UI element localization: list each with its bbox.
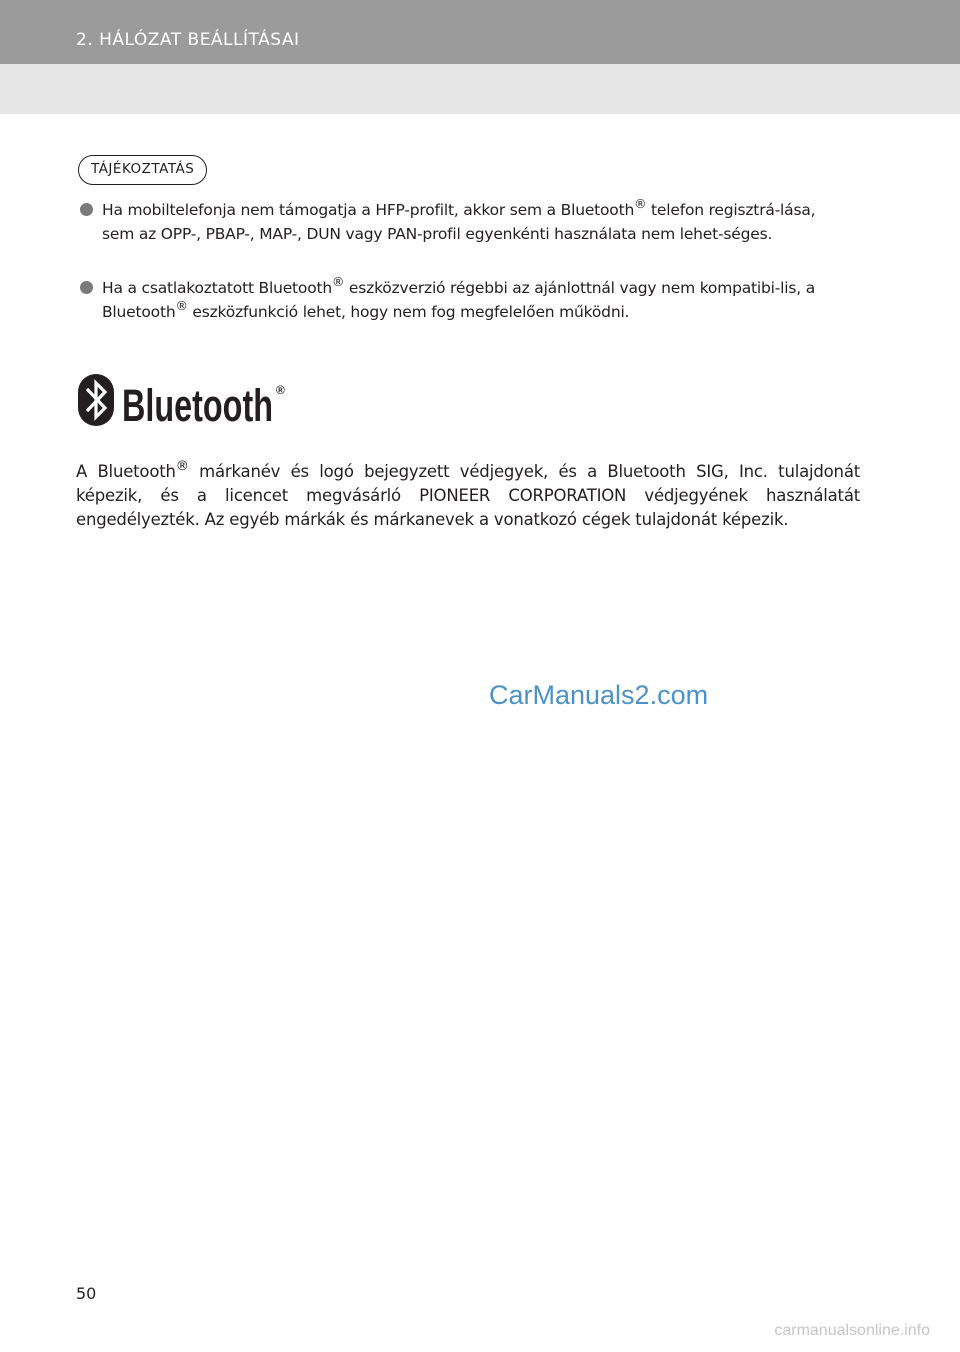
header-band — [0, 64, 960, 114]
watermark: CarManuals2.com — [489, 680, 709, 710]
note-text: Ha a csatlakoztatott Bluetooth — [102, 279, 332, 297]
bluetooth-wordmark: Bluetooth — [122, 380, 273, 428]
page-number: 50 — [76, 1284, 97, 1303]
section-title: 2. HÁLÓZAT BEÁLLÍTÁSAI — [76, 30, 300, 50]
logo-registered-mark: ® — [276, 383, 285, 397]
legal-text: márkanév és logó bejegyzett védjegyek, és a Bluetooth SIG, Inc. tulajdonát képezik, és a licencet megvásárló PIONEER CORPORATION védjegyének használatát engedélyezték. Az egyéb márkák és márkanevek a vonatkozó cégek tulajdonát képezik. — [76, 462, 860, 529]
bluetooth-logo — [76, 372, 298, 428]
info-note-version — [102, 276, 847, 324]
note-text: eszközverzió régebbi az ajánlottnál vagy nem kompatibi-lis, a Bluetooth — [102, 279, 815, 321]
footer-watermark: carmanualsonline.info — [774, 1322, 930, 1339]
note-text: eszközfunkció lehet, hogy nem fog megfelelően működni. — [187, 303, 630, 321]
trademark-notice — [76, 460, 860, 532]
info-tag: TÁJÉKOZTATÁS — [78, 155, 207, 185]
note-text: Ha mobiltelefonja nem támogatja a HFP-profilt, akkor sem a Bluetooth — [102, 201, 635, 219]
bullet-icon — [80, 203, 93, 216]
info-note-hfp — [102, 198, 847, 246]
registered-mark: ® — [175, 298, 188, 314]
header-bar — [0, 0, 960, 64]
note-text: telefon regisztrá-lása, sem az OPP-, PBAP-, MAP-, DUN vagy PAN-profil egyenkénti használata nem lehet-séges. — [102, 201, 816, 243]
registered-mark: ® — [175, 458, 189, 474]
legal-text: A Bluetooth — [76, 462, 176, 481]
registered-mark: ® — [634, 196, 647, 212]
registered-mark: ® — [332, 274, 345, 290]
bullet-icon — [80, 281, 93, 294]
